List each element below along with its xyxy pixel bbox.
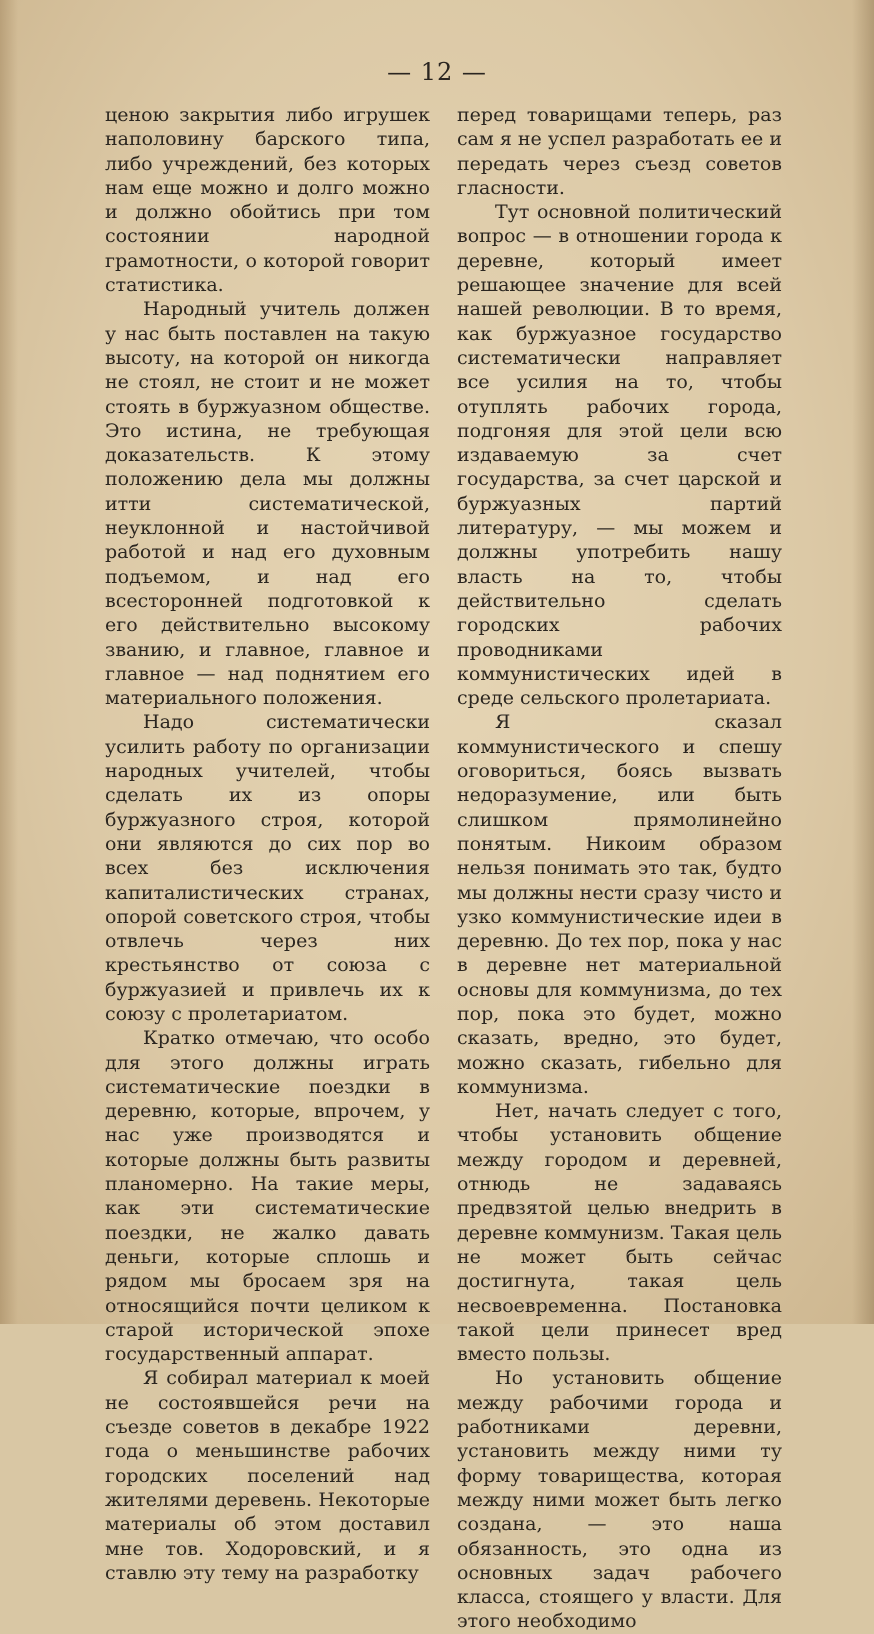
paragraph: Но установить общение между рабочими города и работниками деревни, установить между ними ту форму товарищества, которая между ними может быть легко создана, — это наша обязанность, это одна из основных задач рабочего класса, стоящего у власти. Для этого необходимо [457,1367,782,1633]
paragraph: Надо систематически усилить работу по организации народных учителей, чтобы сделать их из опоры буржуазного строя, которой они являются до сих пор во всех без исключения капиталистических странах, опорой советского строя, чтобы отвлечь через них крестьянство от союза с буржуазией и привлечь их к союзу с пролетариатом. [105,711,430,1025]
page-edge-shadow-left [0,0,18,1324]
left-column [105,103,430,1585]
right-column [457,103,782,1634]
paragraph: Я сказал коммунистического и спешу оговориться, боясь вызвать недоразумение, или быть слишком прямолинейно понятым. Никоим образом нельзя понимать это так, будто мы должны нести сразу чисто и узко коммунистические идеи в деревню. До тех пор, пока у нас в деревне нет материальной основы для коммунизма, до тех пор, пока это будет, можно сказать, вредно, это будет, можно сказать, гибельно для коммунизма. [457,711,782,1098]
paragraph: Тут основной политический вопрос — в отношении города к деревне, который имеет решающее значение для всей нашей революции. В то время, как буржуазное государство систематически направляет все усилия на то, чтобы отуплять рабочих города, подгоняя для этой цели всю издаваемую за счет государства, за счет царской и буржуазных партий литературу, — мы можем и должны употребить нашу власть на то, чтобы действительно сделать городских рабочих проводниками коммунистических идей в среде сельского пролетариата. [457,201,782,710]
paragraph: Нет, начать следует с того, чтобы установить общение между городом и деревней, отнюдь не задаваясь предвзятой целью внедрить в деревне коммунизм. Такая цель не может быть сейчас достигнута, такая цель несвоевременна. Постановка такой цели принесет вред вместо пользы. [457,1100,782,1366]
paragraph: ценою закрытия либо игрушек наполовину барского типа, либо учреждений, без которых нам еще можно и долго можно и должно обойтись при том состоянии народной грамотности, о которой говорит статистика. [105,104,430,297]
page-number: — 12 — [387,58,487,86]
paragraph: Народный учитель должен у нас быть поставлен на такую высоту, на которой он никогда не стоял, не стоит и не может стоять в буржуазном обществе. Это истина, не требующая доказательств. К этому положению дела мы должны итти систематической, неуклонной и настойчивой работой и над его духовным подъемом, и над его всесторонней подготовкой к его действительно высокому званию, и главное, главное и главное — над поднятием его материального положения. [105,298,430,710]
page-edge-shadow-right [852,0,874,1324]
paragraph: Я собирал материал к моей не состоявшейся речи на съезде советов в декабре 1922 года о меньшинстве рабочих городских поселений над жителями деревень. Некоторые материалы об этом доставил мне тов. Ходоровский, и я ставлю эту тему на разработку [105,1367,430,1584]
paragraph: перед товарищами теперь, раз сам я не успел разработать ее и передать через съезд советов гласности. [457,104,782,199]
paragraph: Кратко отмечаю, что особо для этого должны играть систематические поездки в деревню, которые, впрочем, у нас уже производятся и которые должны быть развиты планомерно. На такие меры, как эти систематические поездки, не жалко давать деньги, которые сплошь и рядом мы бросаем зря на относящийся почти целиком к старой исторической эпохе государственный аппарат. [105,1027,430,1366]
